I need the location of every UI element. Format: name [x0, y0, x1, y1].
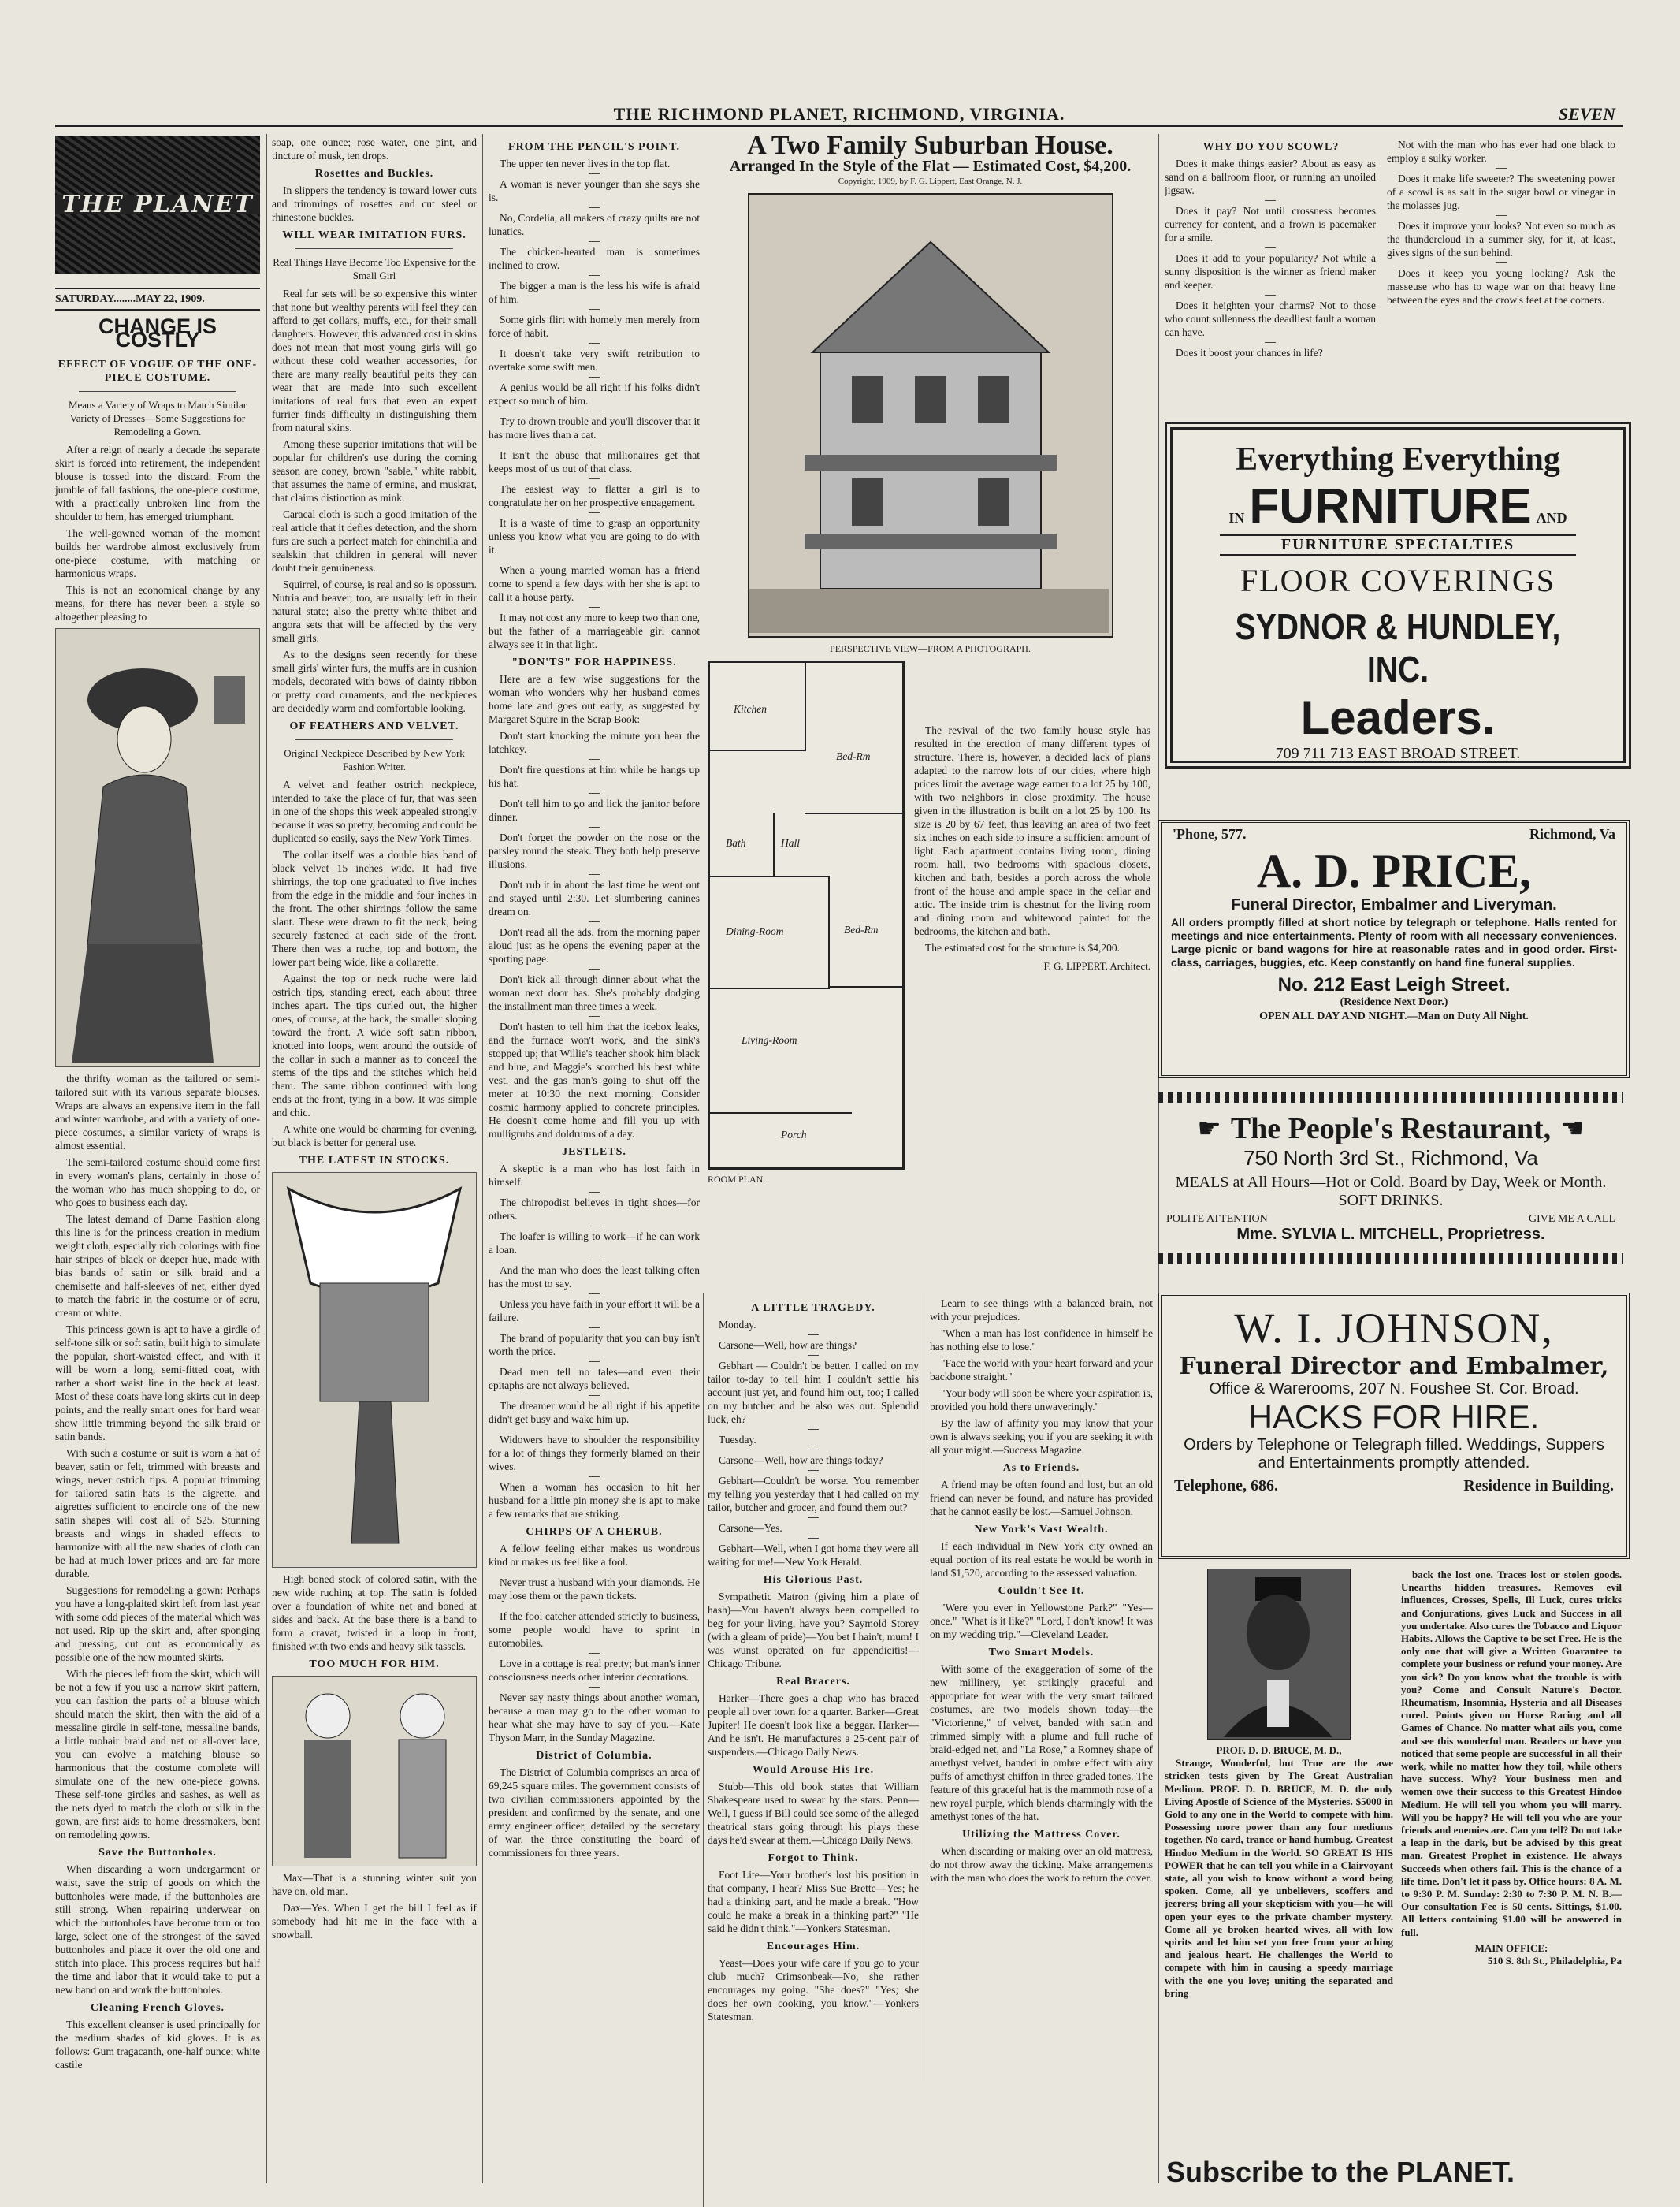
column-rule: [482, 134, 483, 2183]
pointing-hand-icon: ☛: [1197, 1115, 1221, 1144]
room-label: Kitchen: [734, 703, 767, 715]
dash-separator: [589, 275, 600, 276]
ad-johnson: [1158, 1293, 1630, 1559]
list-item: If the fool catcher attended strictly to business, some people would have to sprint in automobiles.: [489, 1610, 700, 1649]
pointing-hand-icon: ☛: [1560, 1115, 1585, 1144]
stock-illustration: [272, 1172, 477, 1568]
paragraph: The District of Columbia comprises an area of 69,245 square miles. The government consists of two civilian commissioners appointed by the president and confirmed by the senate, and one army engineer officer, detailed by the secretary of war, the three constituting the board of commissioners for three years.: [489, 1766, 700, 1859]
dash-separator: [808, 1334, 819, 1335]
ad-floor: FLOOR COVERINGS: [1240, 563, 1556, 598]
deck: EFFECT OF VOGUE OF THE ONE-PIECE COSTUME.: [58, 359, 258, 384]
dash-separator: [589, 1327, 600, 1328]
dash-separator: [589, 969, 600, 970]
ad-residence: Residence in Building.: [1463, 1477, 1614, 1494]
scowl-section: [1165, 136, 1622, 404]
list-item: When a young married woman has a friend come to spend a few days with her she is apt to call it a house party.: [489, 564, 700, 603]
office-label: MAIN OFFICE:: [1474, 1941, 1548, 1954]
paragraph: "Your body will soon be where your aspiration is, provided you hold there unwaveringly.": [930, 1387, 1153, 1412]
list-item: When a woman has occasion to hit her husband for a little pin money she is apt to make a few remarks that are striking.: [489, 1481, 700, 1520]
dash-separator: [589, 478, 600, 479]
tragedy-list: [708, 1318, 919, 1569]
paragraph: The semi-tailored costume should come first in every woman's plans, certainly in those of the woman who has much shopping to do, or who goes to business each day.: [55, 1156, 260, 1208]
paragraph: This princess gown is apt to have a girdle of self-tone silk or soft satin, built high to simulate the popular, short-waisted effect, and with it will be worn a long, semi-fitted coat, with rather a short waist line in the back at least. Most of these coats have long skirts cut in deep points, and the really smart ones for hard wear show little trimming beyond the silk braid or satin bands.: [55, 1323, 260, 1442]
dash-separator: [1265, 342, 1276, 343]
list-item: Some girls flirt with homely men merely from force of habit.: [489, 314, 700, 339]
ruffle-collar-icon: [273, 1173, 476, 1565]
paragraph: When discarding a worn undergarment or waist, save the strip of goods on which the buttonholes were made, if the buttonholes are still strong. When repairing underwear on which the buttonholes have become torn or too large, select one of the strongest of the saved buttonholes and place it over the old one and stitch into place. This process requires but half the time and labor that it would take to put a new band on and work the buttonholes.: [55, 1863, 260, 1996]
feature-body: [914, 661, 1150, 1186]
dash-separator: [1265, 247, 1276, 248]
list-item: No, Cordelia, all makers of crazy quilts are not lunatics.: [489, 212, 700, 237]
paragraph: "When a man has lost confidence in himself he has nothing else to lose.": [930, 1327, 1153, 1353]
dash-separator: [589, 874, 600, 875]
ad-address: 750 North 3rd St., Richmond, Va: [1243, 1146, 1538, 1170]
dash-separator: [589, 827, 600, 828]
planet-logo-text: THE PLANET: [55, 195, 260, 214]
section-heading: His Glorious Past.: [763, 1574, 864, 1586]
dash-separator: [589, 793, 600, 794]
list-item: Does it keep you young looking? Ask the masseuse who has to wage war on that heavy line between the eyes and the crow's feet at the corners.: [1387, 267, 1615, 306]
portrait-caption: PROF. D. D. BRUCE, M. D.,: [1216, 1744, 1342, 1756]
paragraph: This is not an economical change by any means, for there has never been a style so altogether pleasing to: [55, 584, 260, 623]
ornament-rule: [1158, 1253, 1623, 1264]
dash-separator: [589, 173, 600, 174]
paragraph: The well-gowned woman of the moment builds her wardrobe almost exclusively from one-piece costume, with matching or harmonious wraps.: [55, 527, 260, 579]
section-heading: Would Arouse His Ire.: [752, 1764, 875, 1776]
dash-separator: [589, 343, 600, 344]
list-item: Don't tell him to go and lick the janitor before dinner.: [489, 798, 700, 823]
ad-address: No. 212 East Leigh Street.: [1277, 974, 1511, 996]
list-item: Don't rub it in about the last time he went out and stayed until 2:30. Let slumbering canines dream on.: [489, 879, 700, 917]
list-item: Don't fire questions at him while he hangs up his hat.: [489, 764, 700, 789]
section-heading: FROM THE PENCIL'S POINT.: [508, 141, 680, 153]
list-item: Don't kick all through dinner about what the woman next door has. She's probably dodging the installment man three times a week.: [489, 973, 700, 1012]
list-item: Does it improve your looks? Not even so much as the thundercloud in a summer sky, for it, at least, gives signs of the sun behind.: [1387, 220, 1615, 259]
dash-separator: [589, 607, 600, 608]
list-item: The upper ten never lives in the top flat.: [500, 158, 671, 169]
dash-separator: [808, 1538, 819, 1539]
ad-title: Funeral Director, Embalmer and Liveryman.: [1231, 896, 1557, 914]
dash-separator: [589, 1653, 600, 1654]
paragraph: This excellent cleanser is used principally for the medium shades of kid gloves. It is as follows: Gum tragacanth, one-half ounce; white castile: [55, 2019, 260, 2071]
list-item: Monday.: [719, 1319, 756, 1331]
paragraph: In slippers the tendency is toward lower cuts and trimmings of rosettes and cut steel or rhinestone buckles.: [272, 184, 477, 223]
section-heading: Forgot to Think.: [768, 1852, 859, 1864]
dash-separator: [589, 1293, 600, 1294]
two-men-cartoon-icon: [273, 1677, 476, 1864]
scowl-list-right: [1387, 138, 1615, 363]
room: [710, 1112, 904, 1164]
plan-caption: ROOM PLAN.: [708, 1174, 766, 1185]
scowl-list-left: [1165, 157, 1376, 363]
ad-name: A. D. PRICE,: [1256, 845, 1532, 897]
paragraph: When discarding or making over an old mattress, do not throw away the ticking. Make arrangements with the man who does the work to return the cover.: [930, 1845, 1153, 1884]
list-item: Unless you have faith in your effort it will be a failure.: [489, 1298, 700, 1323]
column-5-bottom: [930, 1297, 1153, 2195]
ad-polite: POLITE ATTENTION: [1166, 1213, 1268, 1225]
paragraph: Max—That is a stunning winter suit you have on, old man.: [272, 1872, 477, 1897]
room: [828, 876, 904, 988]
list-item: The dreamer would be all right if his appetite didn't get busy and wake him up.: [489, 1400, 700, 1425]
section-heading: District of Columbia.: [536, 1750, 652, 1762]
section-heading: Encourages Him.: [766, 1941, 860, 1952]
section-heading: A LITTLE TRAGEDY.: [751, 1302, 875, 1314]
list-item: Not with the man who has ever had one black to employ a sulky worker.: [1387, 139, 1615, 164]
paragraph: As to the designs seen recently for these small girls' winter furs, the muffs are in cushion models, decorated with bows of dainty ribbon or pretty cord ornaments, and the neckpieces are decidedly warm and comfortable looking.: [272, 649, 477, 714]
paragraph: Caracal cloth is such a good imitation of the real article that it defies detection, and the shorn furs are such a perfect match for chinchilla and sealskin that children in general will never doubt their genuineness.: [272, 508, 477, 574]
list-item: Does it boost your chances in life?: [1176, 347, 1323, 359]
room: [710, 876, 830, 989]
paragraph: Real fur sets will be so expensive this winter that none but wealthy parents will feel they can afford to get collars, muffs, etc., for their small daughters. However, this advanced cost in skins does not mean that most young girls will go without these cold weather accessories, for there are many really beautiful pelts they can wear that are made into such excellent imitations of real furs that even an expert furrier finds difficulty in distinguishing them from natural skins.: [272, 288, 477, 434]
paragraph: back the lost one. Traces lost or stolen goods. Unearths hidden treasures. Removes evil influences, Crosses, Spells, Ill Luck, cures tricks and Conjurations, gives Luck and Success in all you undertake. Also cures the Tobacco and Liquor Habits. Allows the Captive to be set Free. He is the only one that will give a Written Guarantee to complete your business or refund your money. Are you sick? Do you know what the trouble is with you? Come and Consult Nature's Doctor. Rheumatism, Insomnia, Hysteria and all Diseases cured. Points given on Horse Racing and all Games of Chance. No matter what ails you, come and see this wonderful man. Readers or have you noticed that some people are successful in all their work, while no matter how they toil, while others have success. Why? Your business men and women owe their success to this Greatest Hindoo Medium. He will tell you whom you will marry. Will you be happy? He will tell you who are your friends and enemies are. Can you tell? Do not take a leap in the dark, but be advised by this great man. Greatest Prophet in existence. He always Succeeds when others fail. This is the chance of a life time. Don't let it pass by. Office hours: 8 A. M. to 9:30 P. M. Sunday: 2:30 to 7:30 P. M. N. B.—Our consultation Fee is 50 cents. Sittings, $1.00. All letters containing $1.00 will be answered in full.: [1401, 1569, 1622, 1938]
ad-name: The People's Restaurant,: [1230, 1112, 1552, 1145]
ad-name: W. I. JOHNSON,: [1234, 1304, 1554, 1352]
ad-sydnor-hundley: [1165, 422, 1631, 769]
list-item: A fellow feeling either makes us wondrous kind or makes us feel like a fool.: [489, 1543, 700, 1568]
column-1: [55, 136, 260, 2193]
ad-restaurant: [1158, 1111, 1623, 1245]
section-heading: Rosettes and Buckles.: [314, 168, 434, 180]
list-item: It isn't the abuse that millionaires get that keeps most of us out of that class.: [489, 449, 700, 475]
dash-separator: [589, 1361, 600, 1362]
ad-leaders: Leaders.: [1300, 691, 1496, 744]
dash-separator: [589, 1395, 600, 1396]
section-heading: Utilizing the Mattress Cover.: [962, 1829, 1121, 1840]
cartoon-illustration: [272, 1676, 477, 1866]
house-icon: [749, 195, 1109, 633]
copyright: Copyright, 1909, by F. G. Lippert, East Orange, N. J.: [838, 177, 1023, 186]
room: [710, 986, 852, 1114]
list-item: The bigger a man is the less his wife is afraid of him.: [489, 280, 700, 305]
paragraph: The revival of the two family house style has resulted in the erection of many different types of structure. There is, however, a decided lack of plans adapted to the narrow lots of our cities, where high prices limit the average wage earner to a lot 25 by 100, with two neighbors in close proximity. The house given in the illustration is built on a lot 25 by 100. Its size is 20 by 67 feet, thus leaving an area of two feet six inches on each side to insure a sufficient amount of light. Each apartment contains living room, dining room, hall, two bedrooms with spacious closets, kitchen and bath, besides a porch across the whole front of the house and ample space in the cellar and attic. The inside trim is chestnut for the living room and dining room and whitewood painted for the bedrooms, the kitchen and bath.: [914, 724, 1150, 937]
list-item: The loafer is willing to work—if he can work a loan.: [489, 1230, 700, 1256]
ad-phone: 'Phone, 577.: [1173, 826, 1247, 842]
section-heading: WILL WEAR IMITATION FURS.: [282, 229, 466, 241]
paragraph: Against the top or neck ruche were laid ostrich tips, standing erect, each about three inches apart. The tips curled out, the higher ones, of course, at the back, the smaller sloping toward the front. A wide soft satin ribbon, knotted into loops, went around the outside of the collar in such a manner as to conceal the stems of the tips and the stitches which held them. The same ribbon continued with long ends at the front, tying in a bow. It was simple and chic.: [272, 973, 477, 1118]
room: [710, 813, 775, 877]
list-item: Dead men tell no tales—and even their epitaphs are not always believed.: [489, 1366, 700, 1391]
ad-city: Richmond, Va: [1529, 826, 1615, 842]
paragraph: "Were you ever in Yellowstone Park?" "Yes—once." "What is it like?" "Lord, I don't know! It was on my wedding trip."—Cleveland Leader.: [930, 1602, 1153, 1640]
ad-specialties: FURNITURE SPECIALTIES: [1220, 534, 1576, 556]
dash-separator: [1496, 262, 1507, 263]
paragraph: Learn to see things with a balanced brain, not with your prejudices.: [930, 1297, 1153, 1323]
ad-address: 709 711 713 EAST BROAD STREET.: [1275, 745, 1521, 762]
list-item: Does it pay? Not until crossness becomes currency for content, and a frown is pacemaker for a smile.: [1165, 205, 1376, 244]
list-item: Tuesday.: [719, 1434, 756, 1446]
floor-plan: [708, 661, 905, 1186]
dash-separator: [808, 1355, 819, 1356]
dash-separator: [589, 512, 600, 513]
section-heading: OF FEATHERS AND VELVET.: [289, 720, 459, 732]
list-item: And the man who does the least talking often has the most to say.: [489, 1264, 700, 1290]
room-label: Bath: [726, 837, 746, 849]
masthead: [55, 101, 1623, 127]
paragraph: The latest demand of Dame Fashion along this line is for the princess creation in medium weight cloth, especially rich colorings with fine hair stripes of black or deeper hue, made with bias bands of satin or silk braid and a chemisette and half-sleeves of net, either dyed to match the fabric in the costume or of ecru, cream or white.: [55, 1213, 260, 1319]
dash-separator: [589, 241, 600, 242]
paragraph: Among these superior imitations that will be popular for children's use during the coming season are coney, brown "sable," white rabbit, that assumes the name of ermine, and muskrat, that claims distinction as mink.: [272, 438, 477, 504]
paragraph: With some of the exaggeration of some of the new millinery, yet strikingly graceful and appropriate for wear with the very smart tailored costumes, are two models shown today—the "Victorienne," of velvet, banded with satin and trimmed simply with a plume and full ruche of braid-edged net, and "La Rose," a Romney shape of amethyst velvet, banded in ombre effect with airy puffs of amethyst chiffon in three graded tones. The feature of this graceful hat is the mammoth rose of a new royal purple, which blends charmingly with the amethyst tones of the hat.: [930, 1663, 1153, 1822]
column-4-bottom: [708, 1297, 919, 2195]
ad-hacks: HACKS FOR HIRE.: [1248, 1398, 1540, 1435]
list-item: Don't forget the powder on the nose or the parsley round the steak. They both help preserve illusions.: [489, 832, 700, 870]
jestlets-list: [489, 1162, 700, 1520]
paragraph: Dax—Yes. When I get the bill I feel as if somebody had hit me in the face with a snowball.: [272, 1902, 477, 1941]
man-portrait-icon: [1208, 1569, 1348, 1737]
masthead-title: THE RICHMOND PLANET, RICHMOND, VIRGINIA.: [613, 104, 1065, 124]
ad-line: Everything Everything: [1236, 441, 1560, 478]
dash-separator: [1265, 295, 1276, 296]
list-item: Does it make life sweeter? The sweetening power of a scowl is as salt in the sugar bowl or vinegar in the molasses jug.: [1387, 173, 1615, 211]
cherub-list: [489, 1542, 700, 1744]
column-3: [489, 136, 700, 2193]
list-item: Never trust a husband with your diamonds. He may lose them or the pawn tickets.: [489, 1576, 700, 1602]
dash-separator: [589, 1429, 600, 1430]
section-subheading: Original Neckpiece Described by New York Fashion Writer.: [284, 747, 465, 772]
list-item: The chiropodist believes in tight shoes—for others.: [489, 1197, 700, 1222]
list-item: Carsone—Yes.: [719, 1522, 782, 1534]
list-item: Try to drown trouble and you'll discover that it has more lives than a cat.: [489, 415, 700, 441]
room: [805, 694, 904, 814]
subscribe-banner: Subscribe to the PLANET.: [1166, 2156, 1515, 2188]
dateline: SATURDAY........MAY 22, 1909.: [55, 288, 260, 311]
dash-separator: [589, 921, 600, 922]
paragraph: A white one would be charming for evening, but black is better for general use.: [272, 1123, 477, 1148]
section-heading: "DON'TS" FOR HAPPINESS.: [511, 657, 677, 668]
room-label: Dining-Room: [726, 925, 784, 937]
section-heading: THE LATEST IN STOCKS.: [299, 1155, 450, 1167]
dash-separator: [589, 207, 600, 208]
planet-logo: [55, 136, 260, 274]
section-heading: CHIRPS OF A CHERUB.: [526, 1526, 663, 1538]
paragraph: Stubb—This old book states that William Shakespeare used to swear by the stars. Penn—Well, I guess if Bill could see some of the alleged theatrical stars going through his plays these days he'd swear at them.—Chicago Daily News.: [708, 1781, 919, 1846]
list-item: A genius would be all right if his folks didn't expect so much of him.: [489, 381, 700, 407]
fashion-illustration: [55, 628, 260, 1067]
section-heading: Cleaning French Gloves.: [90, 2002, 225, 2014]
section-heading: JESTLETS.: [562, 1146, 626, 1158]
list-item: Don't hasten to tell him that the icebox leaks, and the furnace won't work, and the sink's stopped up; that Willie's teacher shook him black and blue, and Maggie's scorched his best white vest, and the gas man's going to shut off the meter at 10:30 the next morning. Consider cosmic harmony applied to concrete principles. He doesn't come home and fill you up with mulligrubs and doldrums of a day.: [489, 1021, 700, 1140]
column-rule: [703, 1293, 704, 2207]
section-heading: New York's Vast Wealth.: [974, 1524, 1109, 1535]
list-item: Gebhart—Well, when I got home they were all waiting for me!—New York Herald.: [708, 1543, 919, 1568]
paragraph: "Face the world with your heart forward and your backbone straight.": [930, 1357, 1153, 1383]
list-item: A skeptic is a man who has lost faith in himself.: [489, 1163, 700, 1188]
ornament-rule: [1158, 1092, 1623, 1103]
paragraph: Foot Lite—Your brother's lost his position in that company, I hear? Miss Sue Brette—Yes; he had a thinking part, and he made a break. "How could he make a break in a thinking part?" "He said he didn't think."—Yonkers Statesman.: [708, 1869, 919, 1934]
section-heading: TOO MUCH FOR HIM.: [309, 1658, 440, 1670]
section-heading: WHY DO YOU SCOWL?: [1202, 141, 1340, 153]
section-heading: Real Bracers.: [776, 1676, 850, 1688]
paragraph: Suggestions for remodeling a gown: Perhaps you have a long-plaited skirt left from last year with some odd pieces of the material which was not used. Rip up the skirt and, after sponging and pressing, cut out as economically as possible one of the new mounted skirts.: [55, 1584, 260, 1663]
pencil-list: [489, 157, 700, 651]
feature-title: A Two Family Suburban House.: [747, 136, 1113, 160]
deck-summary: Means a Variety of Wraps to Match Similar Variety of Dresses—Some Suggestions for Remodeling a Gown.: [68, 399, 247, 437]
house-photo: [748, 193, 1113, 638]
house-feature: [708, 136, 1153, 1286]
dash-separator: [1265, 200, 1276, 201]
list-item: Does it make things easier? About as easy as sand on a ballroom floor, or running an unoiled jigsaw.: [1165, 158, 1376, 196]
section-heading: Save the Buttonholes.: [98, 1847, 217, 1859]
room-label: Hall: [781, 837, 801, 849]
section-subheading: Real Things Have Become Too Expensive for the Small Girl: [273, 256, 476, 281]
paragraph: The estimated cost for the structure is $4,200.: [925, 942, 1121, 954]
ad-prop: Mme. SYLVIA L. MITCHELL, Proprietress.: [1236, 1226, 1545, 1243]
portrait: [1207, 1569, 1351, 1740]
ad-small: IN: [1228, 510, 1245, 526]
section-heading: Couldn't See It.: [998, 1585, 1085, 1597]
author: F. G. LIPPERT, Architect.: [1043, 960, 1150, 972]
list-item: The brand of popularity that you can buy isn't worth the price.: [489, 1332, 700, 1357]
dash-separator: [589, 1476, 600, 1477]
photo-caption: PERSPECTIVE VIEW—FROM A PHOTOGRAPH.: [830, 643, 1031, 654]
list-item: Widowers have to shoulder the responsibility for a lot of things they formerly blamed on their wives.: [489, 1434, 700, 1472]
paragraph: Squirrel, of course, is real and so is opossum. Nutria and beaver, too, are usually left in their natural state; also the pretty white thibet and angora sets that will be affected by the very small girls.: [272, 579, 477, 644]
dash-separator: [808, 1429, 819, 1430]
room: [773, 813, 820, 876]
list-item: Don't read all the ads. from the morning paper aloud just as he opens the evening paper at the sporting page.: [489, 926, 700, 965]
list-item: Love in a cottage is real pretty; but man's inner consciousness needs other interior decorations.: [489, 1658, 700, 1683]
list-item: Carsone—Well, how are things?: [719, 1339, 857, 1351]
ad-line: MEALS at All Hours—Hot or Cold. Board by Day, Week or Month. SOFT DRINKS.: [1175, 1174, 1607, 1209]
paragraph: A velvet and feather ostrich neckpiece, intended to take the place of fur, that was seen in one of the shops this week appealed strongly because it was so pretty, becoming and could be duplicated so easily, says the New York Times.: [272, 779, 477, 844]
dash-separator: [589, 377, 600, 378]
paragraph: High boned stock of colored satin, with the new wide ruching at top. The satin is folded over a foundation of white net and boned at sides and back. At the base there is a band to form a cravat, twisted in a loop in front, finished with two ends and heavy silk tassels.: [272, 1573, 477, 1652]
feature-subtitle: Arranged In the Style of the Flat — Estimated Cost, $4,200.: [729, 158, 1132, 175]
room-label: Bed-Rm: [844, 924, 879, 936]
ad-phone: Telephone, 686.: [1174, 1477, 1279, 1494]
ad-price: [1158, 820, 1630, 1078]
paragraph: soap, one ounce; rose water, one pint, and tincture of musk, ten drops.: [272, 136, 477, 162]
room-label: Living-Room: [742, 1034, 797, 1046]
ad-hours: OPEN ALL DAY AND NIGHT.—Man on Duty All Night.: [1259, 1010, 1529, 1022]
donts-list: [489, 729, 700, 1141]
dash-separator: [589, 1687, 600, 1688]
dash-separator: [1496, 215, 1507, 216]
ad-body: All orders promptly filled at short notice by telegraph or telephone. Halls rented for meetings and nice entertainments. Plenty of room with all necessary conveniences. Large picnic or band wagons for hire at reasonable rates and in good order. First-class, carriages, buggies, etc. Keep constantly on hand fine funeral supplies.: [1171, 916, 1617, 969]
list-item: A woman is never younger than she says she is.: [489, 178, 700, 203]
list-item: Don't start knocking the minute you hear the latchkey.: [489, 730, 700, 755]
dash-separator: [808, 1470, 819, 1471]
list-item: Gebhart — Couldn't be better. I called on my tailor to-day to tell him I couldn't settle his account just yet, and found him out, too; I called on my butcher and he also was out. Splendid luck, eh?: [708, 1360, 919, 1425]
dash-separator: [808, 1517, 819, 1518]
woman-figure-icon: [56, 629, 259, 1065]
office-address: 510 S. 8th St., Philadelphia, Pa: [1487, 1955, 1622, 1967]
room: [710, 663, 806, 751]
paragraph: If each individual in New York city owned an equal portion of its real estate he would be worth in land $1,520, according to the assessed valuation.: [930, 1540, 1153, 1579]
ad-orders: Orders by Telephone or Telegraph filled. Weddings, Suppers and Entertainments promptly attended.: [1184, 1436, 1604, 1472]
ad-title: Funeral Director and Embalmer,: [1179, 1353, 1609, 1380]
paragraph: the thrifty woman as the tailored or semi-tailored suit with its various separate blouses. Wraps are always an expensive item in the fall and winter wardrobe, and with a variety of one-piece costumes, a similar variety of wraps is almost essential.: [55, 1073, 260, 1152]
paragraph: Strange, Wonderful, but True are the awe stricken tests given by The Great Australian Medium. PROF. D. D. BRUCE, M. D. the only Living Apostle of Science of the Mysteries. $5000 in Gold to any one in the World to compete with him. Possessing more power than any four mediums together. No card, trance or hand humbug. Greatest Hindoo Medium in the World. SO GREAT IS HIS POWER that he can tell you while in a Clairvoyant state, all you wish to know without a word being spoken. Come, all ye unbelievers, scoffers and jeerers; bring all your skepticism with you—he will open your eyes to the private chamber mystery. Come all ye broken hearted wives, all with low spirits and let him set you free from your aching and jealous heart. He challenges the World to compete with him in causing a speedy marriage with the one you love; uniting the separated and bring: [1165, 1757, 1393, 1999]
list-item: Does it add to your popularity? Not while a sunny disposition is the winner as friend maker and keeper.: [1165, 252, 1376, 291]
page-number: SEVEN: [1558, 104, 1615, 124]
list-item: Never say nasty things about another woman, because a man may go to the other woman to hear what she may have to say of you.—Kate Thyson Marr, in the Sunday Magazine.: [489, 1692, 700, 1744]
column-rule: [266, 134, 267, 2183]
room-label: Porch: [781, 1129, 807, 1141]
list-item: Gebhart—Couldn't be worse. You remember my telling you yesterday that I had called on my tailor, butcher and grocer, and found them out?: [708, 1475, 919, 1513]
ad-give: GIVE ME A CALL: [1528, 1213, 1615, 1225]
ad-furniture: FURNITURE: [1249, 479, 1532, 534]
dash-separator: [589, 309, 600, 310]
paragraph: The collar itself was a double bias band of black velvet 15 inches wide. It had five shirrings, the top one graduated to five inches from the edge in the middle and four inches in the front. The other shirrings follow the same slant. These were drawn to fit the neck, being securely fastened at each side of the front. There then was a ruche, top and bottom, the lower part being wide, like a collarette.: [272, 849, 477, 968]
dash-separator: [1496, 168, 1507, 169]
ad-office: Office & Warerooms, 207 N. Foushee St. Cor. Broad.: [1209, 1380, 1579, 1398]
paragraph: By the law of affinity you may know that your own is always seeking you if you are seeking it with all your might.—Success Magazine.: [930, 1417, 1153, 1456]
paragraph: Harker—There goes a chap who has braced people all over town for a quarter. Barker—Great Jupiter! He doesn't look like a beggar. Harker—And he isn't. He manufactures a 25-cent pair of suspenders.—Chicago Daily News.: [708, 1692, 919, 1758]
paragraph: With the pieces left from the skirt, which will be not a few if you use a narrow skirt pattern, you can fashion the parts of a blouse which should match the skirt, then with the aid of a messaline girdle in self-tone, messaline bands, a little mohair braid and net or all-over lace, you can evolve a matching blouse so harmonious that the costume complete will simulate one of the new one-piece gowns. These self-tone girdles and sashes, as well as the nets dyed to match the cloth or silk in the gown, are first aids to home dressmakers, bent on remodeling gowns.: [55, 1668, 260, 1840]
paragraph: Yeast—Does your wife care if you go to your club much? Crimsonbeak—No, she rather encourages my going. "She does?" "Yes; she does her own cooking, you know."—Yonkers Statesman.: [708, 1957, 919, 2023]
ad-small: AND: [1536, 510, 1567, 526]
paragraph: Sympathetic Matron (giving him a plate of hash)—You haven't always been compelled to beg for your living, have you? Saymold Storey (with a gleam of pride)—You bet I hain't, mum! I was wunst operated on fur appendicitis!—Chicago Tribune.: [708, 1591, 919, 1669]
list-item: It is a waste of time to grasp an opportunity unless you know what you are going to do with it.: [489, 517, 700, 556]
list-item: Carsone—Well, how are things today?: [719, 1454, 883, 1466]
paragraph: Here are a few wise suggestions for the woman who wonders why her husband comes home late and goes out early, as suggested by Margaret Squire in the Scrap Book:: [489, 673, 700, 725]
dash-separator: [589, 1016, 600, 1017]
ad-bruce: [1165, 1569, 1622, 2144]
ad-firm: SYDNOR & HUNDLEY, INC.: [1235, 606, 1561, 690]
section-heading: As to Friends.: [1002, 1462, 1080, 1474]
dash-separator: [589, 759, 600, 760]
paragraph: A friend may be often found and lost, but an old friend can never be found, and nature has provided that he cannot easily be lost.—Samuel Johnson.: [930, 1479, 1153, 1517]
list-item: Does it heighten your charms? Not to those who count sullenness the deadliest fault a woman can have.: [1165, 300, 1376, 338]
list-item: It may not cost any more to keep two than one, but the father of a marriageable girl cannot always see it in that light.: [489, 612, 700, 650]
paragraph: With such a costume or suit is worn a hat of beaver, satin or felt, trimmed with breasts and wings, never ostrich tips. A popular trimming for tailored satin hats is the aigrette, and aigrettes sufficient to encircle one of the new satin shapes will cost all of $25. Stunning breasts and wings in shaded effects to harmonize with all the new shades of cloth can be had at much lower prices and are far more durable.: [55, 1447, 260, 1580]
headline: CHANGE IS COSTLY: [98, 314, 217, 352]
list-item: It doesn't take very swift retribution to overtake some swift men.: [489, 348, 700, 373]
list-item: The easiest way to flatter a girl is to congratulate her on her prospective engagement.: [489, 483, 700, 508]
column-2: [272, 136, 477, 2193]
list-item: The chicken-hearted man is sometimes inclined to crow.: [489, 246, 700, 271]
paragraph: After a reign of nearly a decade the separate skirt is forced into retirement, the independent blouse is tossed into the discard. From the jumble of fall fashions, the one-piece costume, with a practically unbroken line from the shoulder to hem, has emerged triumphant.: [55, 444, 260, 523]
room-label: Bed-Rm: [836, 750, 871, 762]
ad-residence: (Residence Next Door.): [1340, 996, 1448, 1008]
section-heading: Two Smart Models.: [988, 1647, 1095, 1658]
dash-separator: [589, 1192, 600, 1193]
